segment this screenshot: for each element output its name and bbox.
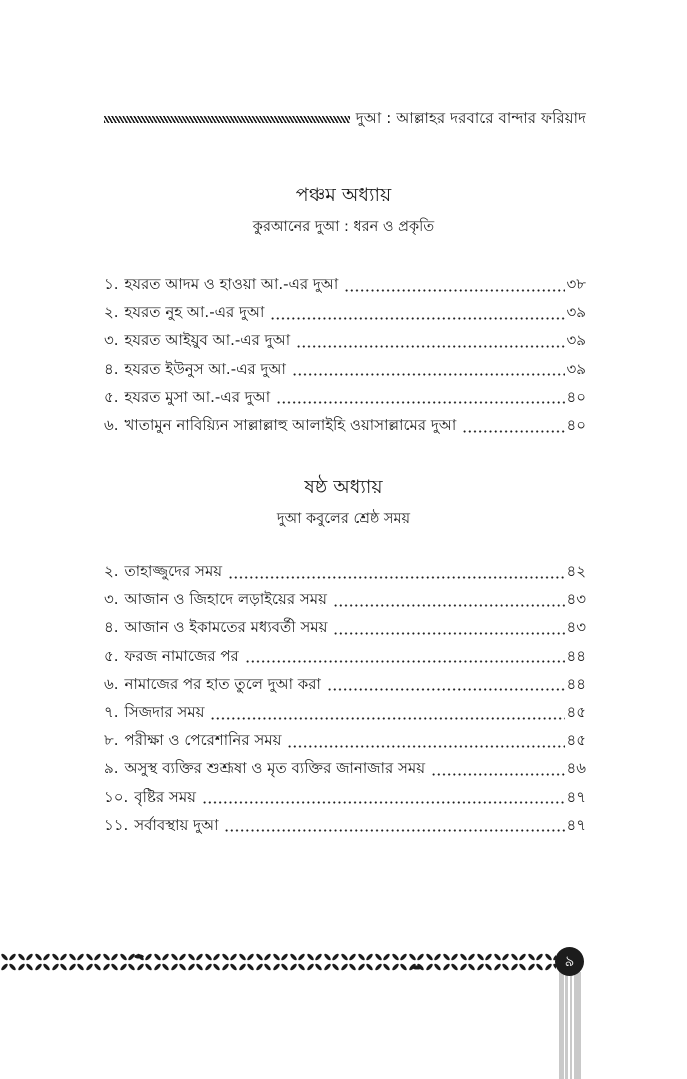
dot-leader xyxy=(210,717,564,720)
entry-page: ৪০ xyxy=(566,415,586,434)
entry-page: ৪৩ xyxy=(566,618,586,637)
entry-title: আজান ও ইকামতের মধ্যবর্তী সময় xyxy=(124,618,328,637)
chapter-heading-6 xyxy=(0,474,687,530)
entry-number: ১১. xyxy=(104,815,129,834)
entry-title: খাতামুন নাবিয়্যিন সাল্লাল্লাহু আলাইহি ওয়াসাল্লামের দুআ xyxy=(124,415,457,434)
entry-title: হযরত ইউনুস আ.-এর দুআ xyxy=(124,359,286,378)
chapter-title: পঞ্চম অধ্যায় xyxy=(295,184,392,206)
chapter-subtitle: দুআ কবুলের শ্রেষ্ঠ সময় xyxy=(276,511,411,527)
footer-column-decoration xyxy=(559,972,581,1079)
dot-leader xyxy=(344,289,564,292)
dot-leader xyxy=(462,430,564,433)
entry-title: সিজদার সময় xyxy=(124,702,205,721)
entry-title: হযরত নুহ আ.-এর দুআ xyxy=(124,303,265,322)
chapter-title: ষষ্ঠ অধ্যায় xyxy=(304,476,383,498)
entry-number: ৬. xyxy=(104,674,119,693)
entry-title: হযরত আইয়ুব আ.-এর দুআ xyxy=(124,331,291,350)
chapter-subtitle: কুরআনের দুআ : ধরন ও প্রকৃতি xyxy=(252,219,435,235)
toc-entry[interactable] xyxy=(104,698,586,726)
entry-number: ৮. xyxy=(104,731,119,750)
dot-leader xyxy=(228,576,564,579)
dot-leader xyxy=(333,632,564,635)
toc-entry[interactable] xyxy=(104,326,586,354)
entry-page: ৩৮ xyxy=(566,275,586,293)
dot-leader xyxy=(333,604,565,607)
toc-entry[interactable] xyxy=(104,411,586,439)
entry-number: ৩. xyxy=(104,331,119,350)
entry-number: ৭. xyxy=(104,702,119,721)
entry-number: ৪. xyxy=(104,618,119,637)
entry-title: অসুস্থ ব্যক্তির শুশ্রূষা ও মৃত ব্যক্তির জানাজার সময় xyxy=(124,759,426,778)
entry-title: ফরজ নামাজের পর xyxy=(124,646,239,665)
toc-entry[interactable] xyxy=(104,585,586,613)
page-number-badge xyxy=(555,947,584,976)
entry-title: তাহাজ্জুদের সময় xyxy=(124,562,223,580)
entry-page: ৪৩ xyxy=(566,590,586,609)
dot-leader xyxy=(276,401,564,404)
dot-leader xyxy=(296,345,564,348)
entry-number: ৩. xyxy=(104,590,119,609)
toc-entry[interactable] xyxy=(104,355,586,383)
running-header xyxy=(104,106,586,132)
entry-title: নামাজের পর হাত তুলে দুআ করা xyxy=(124,674,321,693)
entry-page: ৪০ xyxy=(566,387,586,406)
footer-ornament-band xyxy=(0,951,556,973)
entry-page: ৩৯ xyxy=(566,331,586,350)
dot-leader xyxy=(224,829,564,832)
entry-number: ৫. xyxy=(104,387,119,406)
entry-number: ৪. xyxy=(104,359,119,378)
entry-page: ৪২ xyxy=(566,562,586,580)
chapter-heading-5 xyxy=(0,182,687,238)
header-hatch-decoration xyxy=(104,116,350,123)
entry-number: ৬. xyxy=(104,415,119,434)
toc-entry[interactable] xyxy=(104,270,586,298)
entry-page: ৪৫ xyxy=(566,731,586,750)
entry-number: ১০. xyxy=(104,787,129,806)
dot-leader xyxy=(287,745,564,748)
toc-entry[interactable] xyxy=(104,613,586,641)
entry-number: ২. xyxy=(104,303,119,322)
entry-number: ৯. xyxy=(104,759,119,778)
entry-title: আজান ও জিহাদে লড়াইয়ের সময় xyxy=(124,590,327,609)
entry-title: বৃষ্টির সময় xyxy=(134,787,196,806)
entry-page: ৪৪ xyxy=(566,674,586,693)
entry-number: ১. xyxy=(104,275,119,293)
entry-title: পরীক্ষা ও পেরেশানির সময় xyxy=(124,731,282,750)
toc-list-chapter-5 xyxy=(104,270,586,439)
dot-leader xyxy=(431,773,564,776)
entry-number: ৫. xyxy=(104,646,119,665)
entry-page: ৩৯ xyxy=(566,303,586,322)
toc-entry[interactable] xyxy=(104,670,586,698)
dot-leader xyxy=(292,373,565,376)
entry-page: ৪৬ xyxy=(566,759,586,778)
dot-leader xyxy=(270,317,564,320)
entry-title: সর্বাবস্থায় দুআ xyxy=(134,815,219,834)
page-number: ৯ xyxy=(564,952,575,970)
entry-title: হযরত মুসা আ.-এর দুআ xyxy=(124,387,271,406)
toc-entry[interactable] xyxy=(104,754,586,782)
entry-page: ৪৫ xyxy=(566,702,586,721)
toc-list-chapter-6 xyxy=(104,557,586,839)
entry-page: ৪৪ xyxy=(566,646,586,665)
entry-number: ২. xyxy=(104,562,119,580)
entry-page: ৪৭ xyxy=(566,787,586,806)
toc-entry[interactable] xyxy=(104,298,586,326)
dot-leader xyxy=(202,801,565,804)
running-title: দুআ : আল্লাহর দরবারে বান্দার ফরিয়াদ xyxy=(355,108,586,127)
toc-entry[interactable] xyxy=(104,811,586,839)
entry-title: হযরত আদম ও হাওয়া আ.-এর দুআ xyxy=(124,275,339,293)
toc-entry[interactable] xyxy=(104,783,586,811)
entry-page: ৩৯ xyxy=(566,359,586,378)
toc-entry[interactable] xyxy=(104,557,586,585)
dot-leader xyxy=(327,688,565,691)
dot-leader xyxy=(245,660,565,663)
entry-page: ৪৭ xyxy=(566,815,586,834)
toc-entry[interactable] xyxy=(104,642,586,670)
toc-entry[interactable] xyxy=(104,383,586,411)
toc-entry[interactable] xyxy=(104,726,586,754)
